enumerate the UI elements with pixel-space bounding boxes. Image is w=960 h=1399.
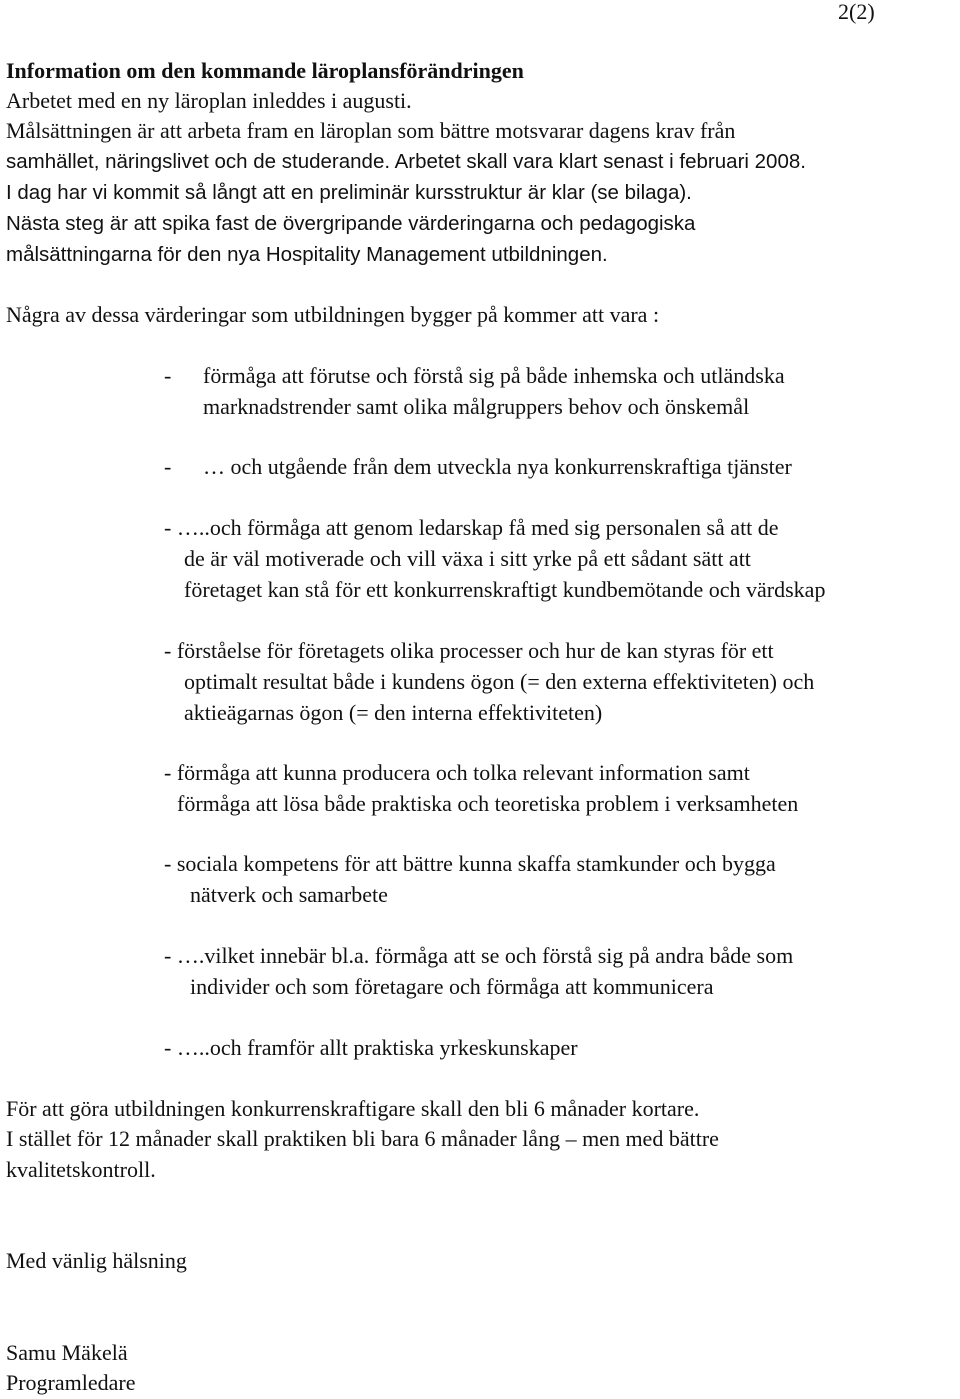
bullet-line: … och utgående från dem utveckla nya konkurrenskraftiga tjänster <box>203 454 792 479</box>
signature-title: Programledare <box>6 1370 136 1395</box>
bullet-line: nätverk och samarbete <box>190 882 388 907</box>
closing-line: kvalitetskontroll. <box>6 1157 156 1182</box>
values-intro: Några av dessa värderingar som utbildningen bygger på kommer att vara : <box>6 302 660 327</box>
bullet-line: förmåga att lösa både praktiska och teoretiska problem i verksamheten <box>177 791 799 816</box>
bullet-line: optimalt resultat både i kundens ögon (= den externa effektiviteten) och <box>184 669 815 694</box>
bullet-line: marknadstrender samt olika målgruppers behov och önskemål <box>203 394 750 419</box>
bullet-line: - förståelse för företagets olika processer och hur de kan styras för ett <box>164 638 774 663</box>
bullet-dash: - <box>164 454 172 479</box>
bullet-line: - …..och förmåga att genom ledarskap få med sig personalen så att de <box>164 515 779 540</box>
bullet-line: de är väl motiverade och vill växa i sitt yrke på ett sådant sätt att <box>184 546 751 571</box>
intro-line: samhället, näringslivet och de studerande. Arbetet skall vara klart senast i februari 2008. <box>6 150 806 173</box>
intro-line: målsättningarna för den nya Hospitality Management utbildningen. <box>6 243 608 266</box>
bullet-line: - sociala kompetens för att bättre kunna skaffa stamkunder och bygga <box>164 851 776 876</box>
heading: Information om den kommande läroplansförändringen <box>6 58 524 83</box>
page-number: 2(2) <box>838 0 875 24</box>
bullet-line: - …..och framför allt praktiska yrkeskunskaper <box>164 1035 578 1060</box>
intro-line: Målsättningen är att arbeta fram en läroplan som bättre motsvarar dagens krav från <box>6 118 736 143</box>
closing-line: I stället för 12 månader skall praktiken bli bara 6 månader lång – men med bättre <box>6 1126 719 1151</box>
bullet-line: individer och som företagare och förmåga att kommunicera <box>190 974 714 999</box>
bullet-line: aktieägarnas ögon (= den interna effektiviteten) <box>184 700 603 725</box>
closing-line: För att göra utbildningen konkurrenskraftigare skall den bli 6 månader kortare. <box>6 1096 700 1121</box>
intro-line: Nästa steg är att spika fast de övergripande värderingarna och pedagogiska <box>6 212 696 235</box>
intro-line: I dag har vi kommit så långt att en preliminär kursstruktur är klar (se bilaga). <box>6 181 692 204</box>
bullet-line: förmåga att förutse och förstå sig på både inhemska och utländska <box>203 363 785 388</box>
signature-name: Samu Mäkelä <box>6 1340 128 1365</box>
bullet-line: företaget kan stå för ett konkurrenskraftigt kundbemötande och värdskap <box>184 577 826 602</box>
bullet-line: - förmåga att kunna producera och tolka relevant information samt <box>164 760 750 785</box>
bullet-dash: - <box>164 363 172 388</box>
greeting: Med vänlig hälsning <box>6 1248 187 1273</box>
intro-line: Arbetet med en ny läroplan inleddes i augusti. <box>6 88 412 113</box>
bullet-line: - ….vilket innebär bl.a. förmåga att se och förstå sig på andra både som <box>164 943 794 968</box>
